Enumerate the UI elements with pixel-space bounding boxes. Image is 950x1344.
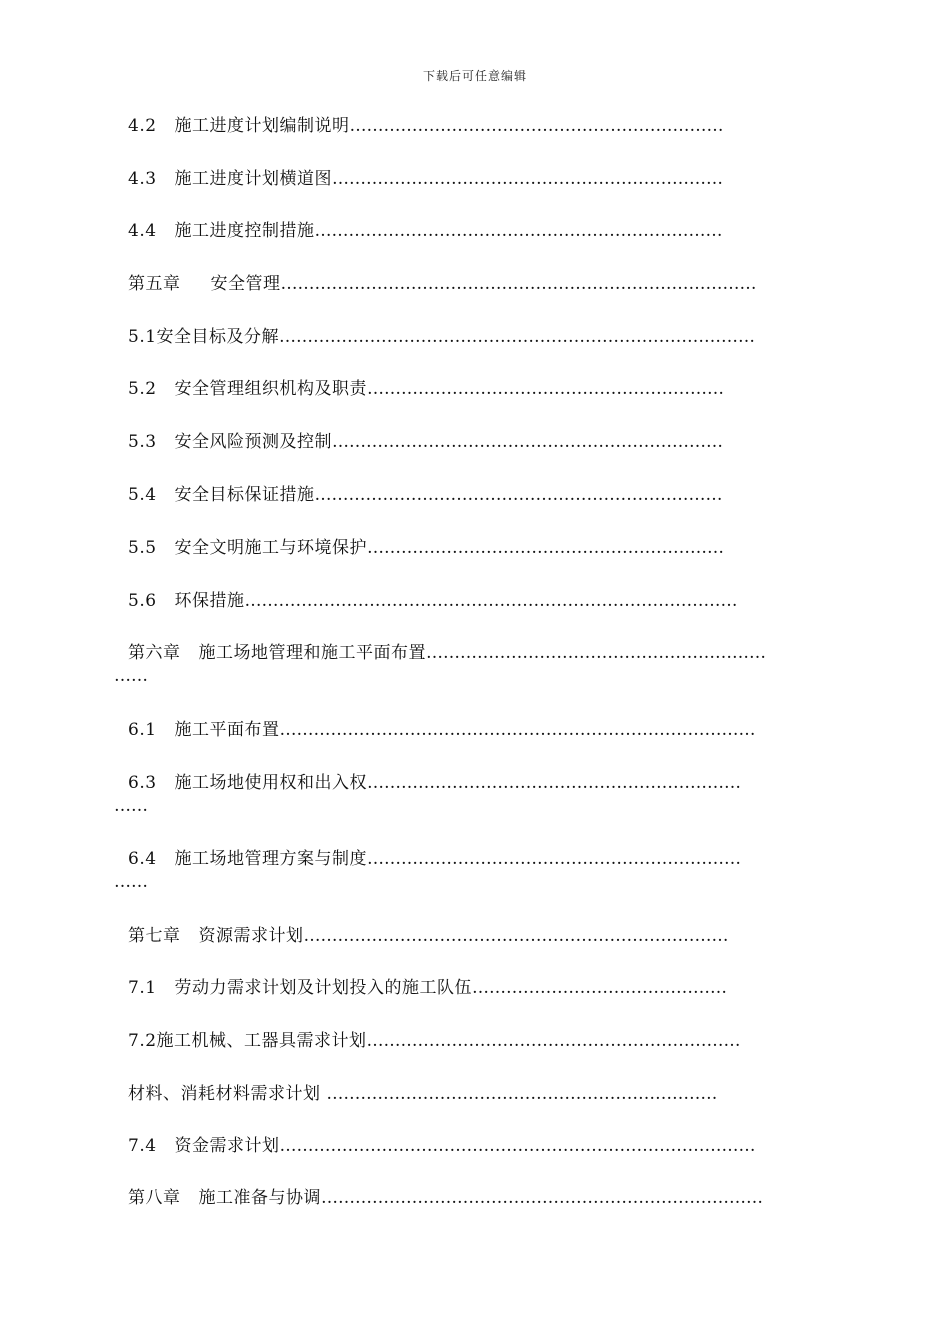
toc-chapter-5[interactable] — [128, 274, 757, 294]
toc-chapter-7[interactable] — [128, 926, 729, 946]
toc-leader: …………………………………………………………… — [332, 169, 724, 189]
toc-leader: …………………………………………………… — [426, 643, 766, 663]
toc-entry-7-1[interactable] — [128, 978, 727, 998]
toc-number: 6.1 — [128, 720, 157, 740]
toc-leader: ………………………………………………………………………… — [279, 720, 756, 740]
toc-number: 5.2 — [128, 379, 157, 399]
toc-leader: ………………………………………………………………………… — [279, 327, 756, 347]
toc-entry-7-2[interactable] — [128, 1031, 741, 1051]
toc-entry-5-4[interactable] — [128, 485, 723, 505]
toc-entry-4-4[interactable] — [128, 221, 723, 241]
toc-number: 第七章 — [128, 926, 181, 946]
page-header: 下载后可任意编辑 — [422, 69, 527, 83]
toc-number: 第五章 — [128, 274, 181, 294]
toc-leader: …………………………………………………………………… — [321, 1188, 763, 1208]
toc-number: 7.1 — [128, 978, 157, 998]
toc-leader: ……………………………………… — [472, 978, 728, 998]
toc-number: 5.3 — [128, 432, 157, 452]
toc-leader: …………………………………………………………… — [332, 432, 724, 452]
toc-leader-continuation: …… — [114, 666, 148, 686]
toc-number: 5.5 — [128, 538, 157, 558]
toc-leader: ………………………………………………………… — [349, 116, 724, 136]
toc-title: 施工进度计划编制说明 — [174, 116, 350, 136]
toc-leader: ……………………………………………………… — [367, 538, 725, 558]
toc-entry-4-3[interactable] — [128, 169, 723, 189]
toc-title: 环保措施 — [174, 591, 245, 611]
toc-number: 6.3 — [128, 773, 157, 793]
toc-leader: ……………………………………………………… — [367, 379, 725, 399]
toc-leader: ……………………………………………………………… — [314, 485, 723, 505]
toc-entry-5-6[interactable] — [128, 591, 738, 611]
toc-number: 第八章 — [128, 1188, 181, 1208]
toc-number: 7.4 — [128, 1136, 157, 1156]
toc-leader-continuation: …… — [114, 872, 148, 892]
toc-title: 施工场地管理方案与制度 — [174, 849, 368, 869]
toc-leader: …………………………………………………………………………… — [244, 591, 738, 611]
toc-title: 施工进度控制措施 — [174, 221, 315, 241]
toc-leader: ……………………………………………………………… — [314, 221, 723, 241]
toc-chapter-8[interactable] — [128, 1188, 763, 1208]
toc-entry-6-1[interactable] — [128, 720, 756, 740]
toc-title: 资金需求计划 — [174, 1136, 280, 1156]
toc-chapter-6[interactable] — [128, 643, 766, 663]
toc-number: 5.6 — [128, 591, 157, 611]
toc-leader: ………………………………………………………………… — [303, 926, 729, 946]
toc-leader-continuation: …… — [114, 796, 148, 816]
toc-entry-5-5[interactable] — [128, 538, 724, 558]
toc-number: 4.3 — [128, 169, 157, 189]
toc-leader: ………………………………………………………………………… — [280, 274, 757, 294]
toc-title: 资源需求计划 — [198, 926, 304, 946]
toc-title: 安全管理 — [210, 274, 281, 294]
toc-leader: ………………………………………………………… — [367, 849, 742, 869]
toc-title: 施工进度计划横道图 — [174, 169, 333, 189]
toc-entry-5-2[interactable] — [128, 379, 724, 399]
toc-leader: ………………………………………………………… — [367, 773, 742, 793]
toc-number: 4.2 — [128, 116, 157, 136]
toc-title: 5.1安全目标及分解 — [128, 327, 280, 347]
toc-leader: ………………………………………………………………………… — [279, 1136, 756, 1156]
toc-title: 劳动力需求计划及计划投入的施工队伍 — [174, 978, 473, 998]
toc-number: 第六章 — [128, 643, 181, 663]
toc-entry-5-3[interactable] — [128, 432, 723, 452]
toc-title: 安全目标保证措施 — [174, 485, 315, 505]
toc-entry-6-3[interactable] — [128, 773, 741, 793]
toc-title: 施工场地使用权和出入权 — [174, 773, 368, 793]
toc-leader: …………………………………………………………… — [326, 1084, 718, 1104]
toc-title: 安全管理组织机构及职责 — [174, 379, 368, 399]
toc-entry-6-4[interactable] — [128, 849, 741, 869]
toc-title: 施工平面布置 — [174, 720, 280, 740]
toc-entry-4-2[interactable] — [128, 116, 724, 136]
toc-number: 4.4 — [128, 221, 157, 241]
toc-number: 6.4 — [128, 849, 157, 869]
toc-number: 5.4 — [128, 485, 157, 505]
toc-title: 安全风险预测及控制 — [174, 432, 333, 452]
toc-entry-7-3[interactable] — [128, 1084, 717, 1104]
toc-title: 7.2施工机械、工器具需求计划 — [128, 1031, 367, 1051]
toc-entry-7-4[interactable] — [128, 1136, 756, 1156]
toc-title: 施工场地管理和施工平面布置 — [198, 643, 426, 663]
toc-entry-5-1[interactable] — [128, 327, 755, 347]
toc-leader: ………………………………………………………… — [366, 1031, 741, 1051]
toc-title: 材料、消耗材料需求计划 — [128, 1084, 327, 1104]
toc-title: 施工准备与协调 — [198, 1188, 321, 1208]
toc-title: 安全文明施工与环境保护 — [174, 538, 368, 558]
